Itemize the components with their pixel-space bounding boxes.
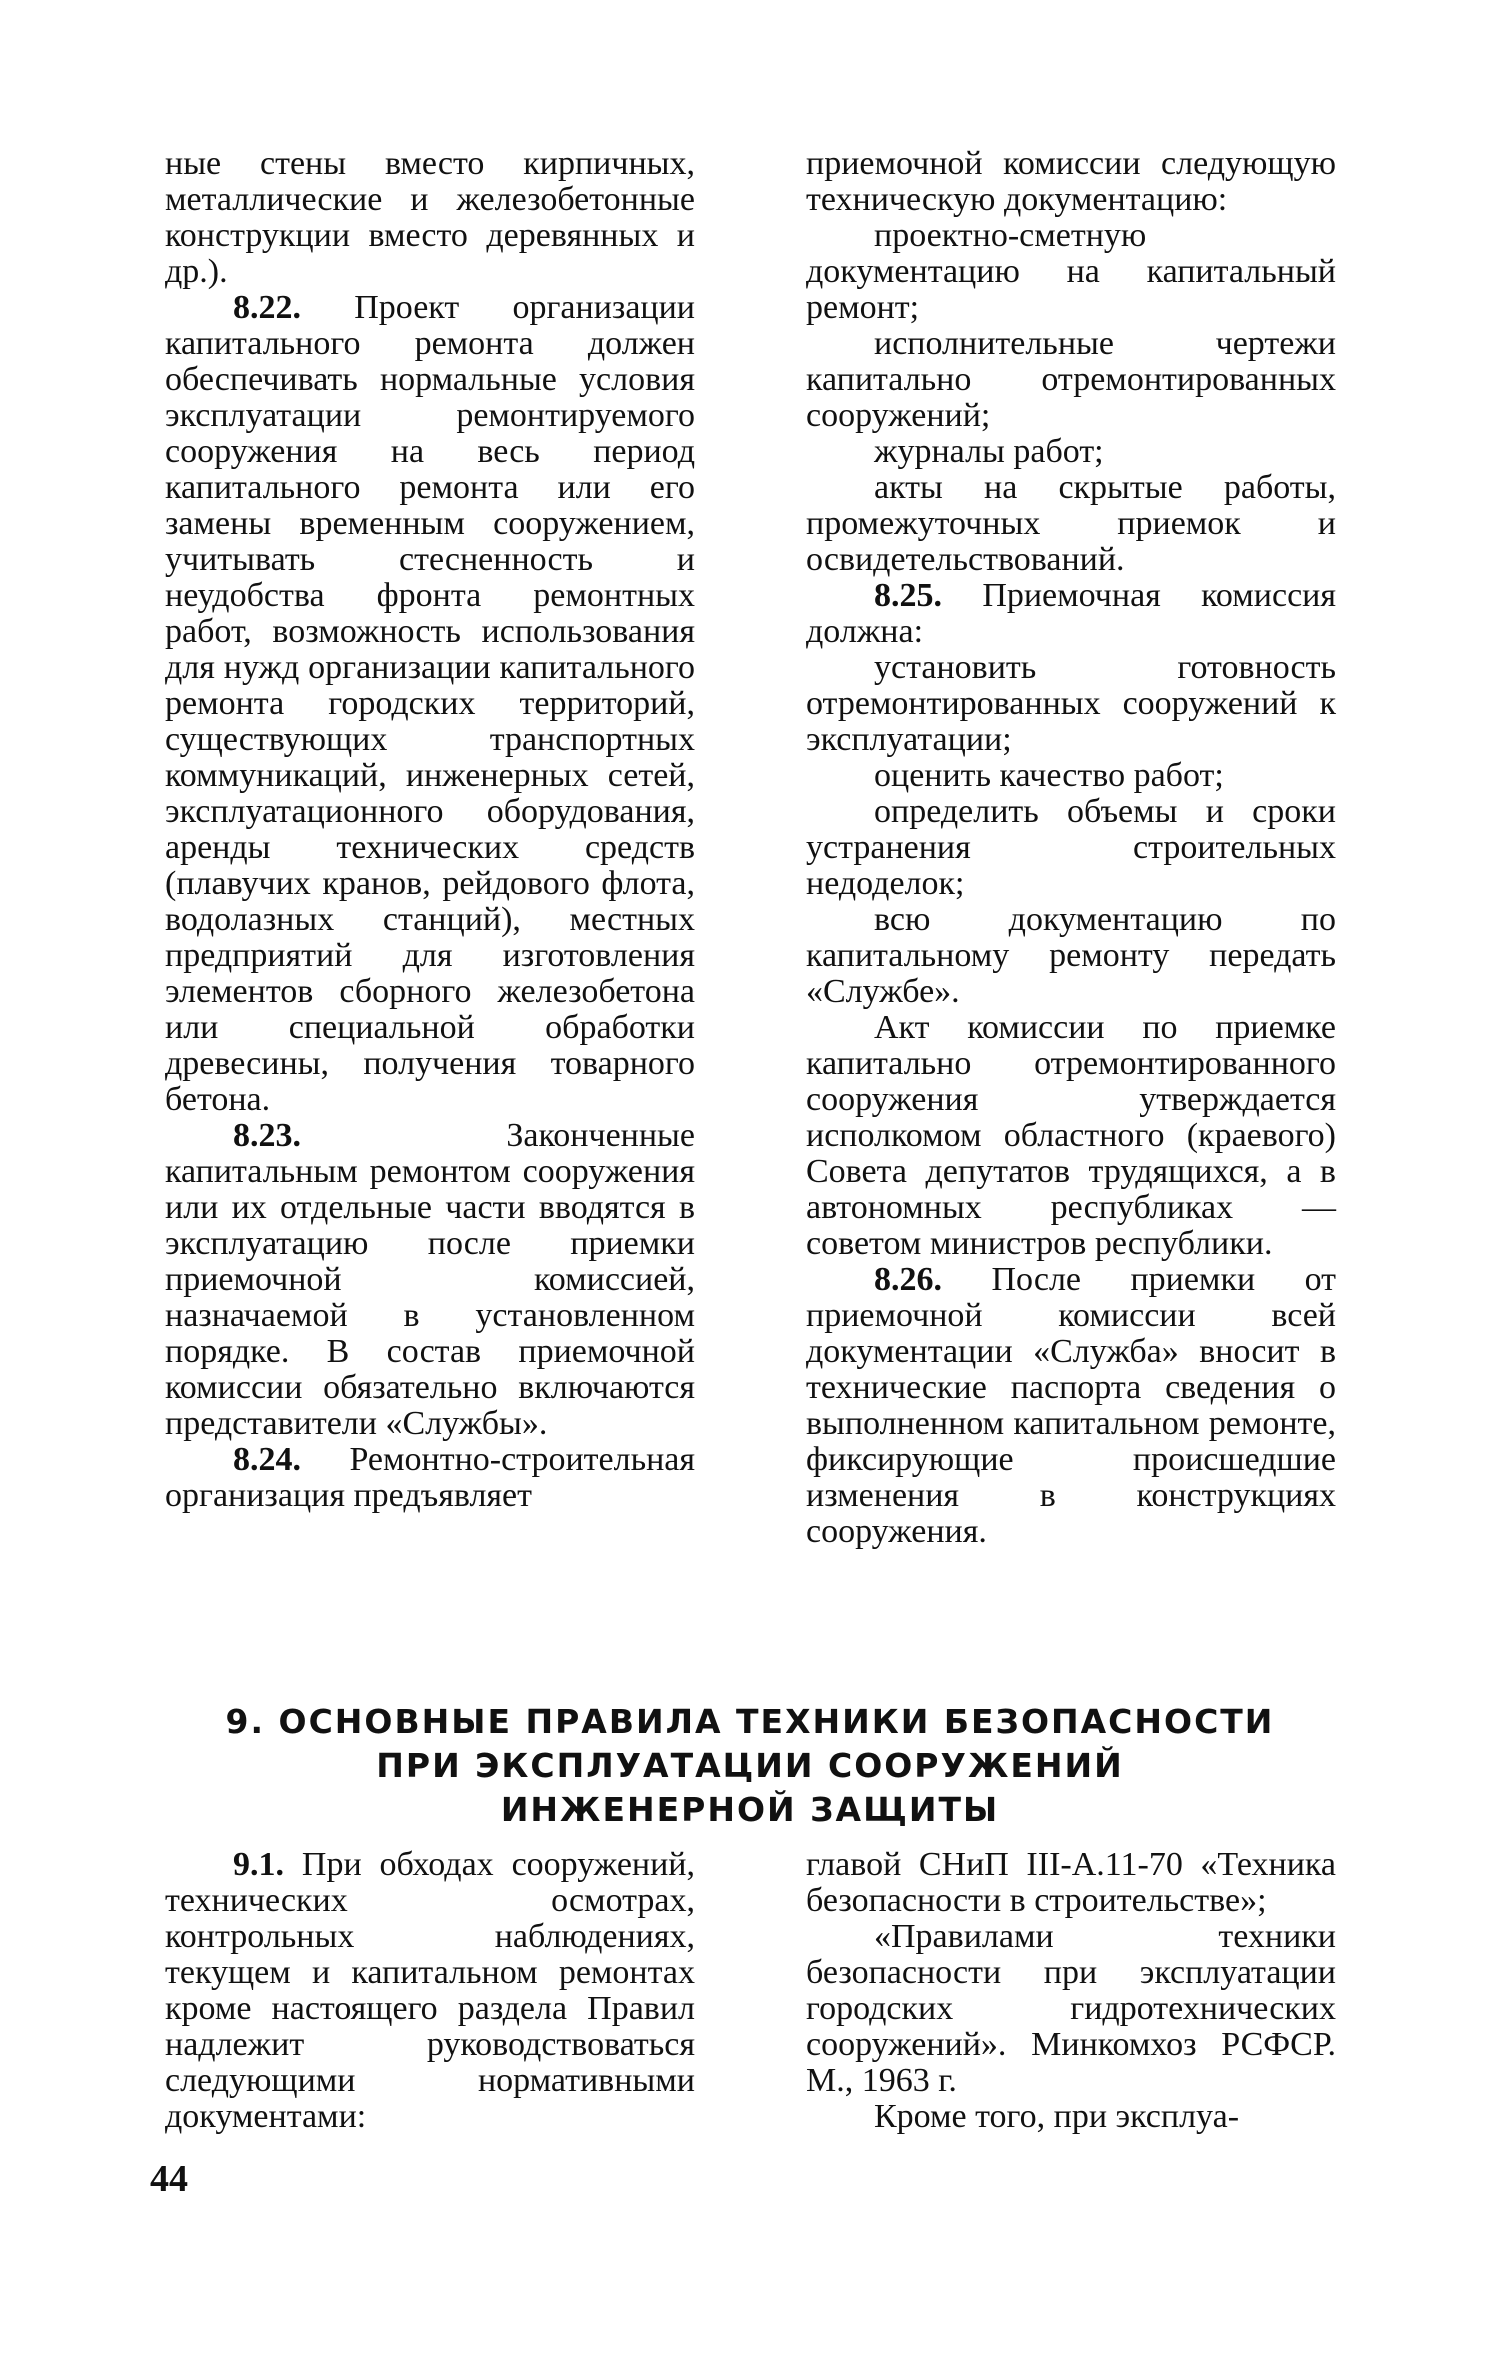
clause-number: 8.22. xyxy=(233,289,301,326)
list-item: определить объемы и сроки устранения строительных недоделок; xyxy=(806,793,1336,902)
bottom-right-column xyxy=(806,1847,1336,2135)
paragraph: Акт комиссии по приемке капитально отремонтированного сооружения утверждается исполкомом областного (краевого) Совета депутатов трудящихся, а в автономных республиках — советом министров республики. xyxy=(806,1009,1336,1262)
list-item: исполнительные чертежи капитально отремонтированных сооружений; xyxy=(806,325,1336,434)
list-item: главой СНиП III-А.11-70 «Техника безопасности в строительстве»; xyxy=(806,1846,1336,1919)
paragraph-8-26: 8.26. После приемки от приемочной комиссии всей документации «Служба» вносит в технические паспорта сведения о выполненном капитальном ремонте, фиксирующие происшедшие изменения в конструкциях сооружения. xyxy=(806,1261,1337,1550)
list-item: оценить качество работ; xyxy=(874,757,1224,794)
paragraph: приемочной комиссии следующую техническую документацию: xyxy=(806,145,1336,218)
clause-number: 8.24. xyxy=(233,1441,301,1478)
clause-number: 8.26. xyxy=(874,1261,942,1298)
list-item: журналы работ; xyxy=(874,433,1104,470)
paragraph-8-24: 8.24. Ремонтно-строительная организация предъявляет xyxy=(165,1441,695,1514)
list-item: всю документацию по капитальному ремонту передать «Службе». xyxy=(806,901,1336,1010)
top-left-column xyxy=(165,146,695,1514)
list-item: акты на скрытые работы, промежуточных приемок и освидетельствований. xyxy=(806,469,1336,578)
section-heading-line: ПРИ ЭКСПЛУАТАЦИИ СООРУЖЕНИЙ xyxy=(376,1746,1124,1785)
section-heading xyxy=(120,1700,1380,1832)
clause-number: 8.23. xyxy=(233,1117,301,1154)
section-heading-line: ИНЖЕНЕРНОЙ ЗАЩИТЫ xyxy=(500,1790,1000,1829)
clause-number: 9.1. xyxy=(233,1846,284,1883)
paragraph-8-25: 8.25. Приемочная комиссия должна: xyxy=(806,577,1336,650)
clause-number: 8.25. xyxy=(874,577,942,614)
list-item: «Правилами техники безопасности при эксплуатации городских гидротехнических сооружений». Минкомхоз РСФСР. М., 1963 г. xyxy=(806,1918,1336,2099)
page-number: 44 xyxy=(150,2158,188,2200)
list-item: проектно-сметную документацию на капитальный ремонт; xyxy=(806,217,1336,326)
paragraph-9-1: 9.1. При обходах сооружений, технических осмотрах, контрольных наблюдениях, текущем и капитальном ремонтах кроме настоящего раздела Правил надлежит руководствоваться следующими нормативными документами: xyxy=(165,1846,695,2135)
paragraph: ные стены вместо кирпичных, металлические и железобетонные конструкции вместо деревянных и др.). xyxy=(165,145,695,290)
top-right-column xyxy=(806,146,1336,1550)
paragraph-8-22: 8.22. Проект организации капитального ремонта должен обеспечивать нормальные условия эксплуатации ремонтируемого сооружения на весь период капитального ремонта или его замены временным сооружением, учитывать стесненность и неудобства фронта ремонтных работ, возможность использования для нужд организации капитального ремонта городских территорий, существующих транспортных коммуникаций, инженерных сетей, эксплуатационного оборудования, аренды технических средств (плавучих кранов, рейдового флота, водолазных станций), местных предприятий для изготовления элементов сборного железобетона или специальной обработки древесины, получения товарного бетона. xyxy=(165,289,695,1118)
list-item: установить готовность отремонтированных сооружений к эксплуатации; xyxy=(806,649,1336,758)
bottom-left-column xyxy=(165,1847,695,2135)
section-heading-line: 9. ОСНОВНЫЕ ПРАВИЛА ТЕХНИКИ БЕЗОПАСНОСТИ xyxy=(225,1702,1275,1741)
paragraph: Кроме того, при эксплуа- xyxy=(874,2098,1240,2135)
paragraph-8-23: 8.23. Законченные капитальным ремонтом сооружения или их отдельные части вводятся в эксплуатацию после приемки приемочной комиссией, назначаемой в установленном порядке. В состав приемочной комиссии обязательно включаются представители «Службы». xyxy=(165,1117,695,1442)
